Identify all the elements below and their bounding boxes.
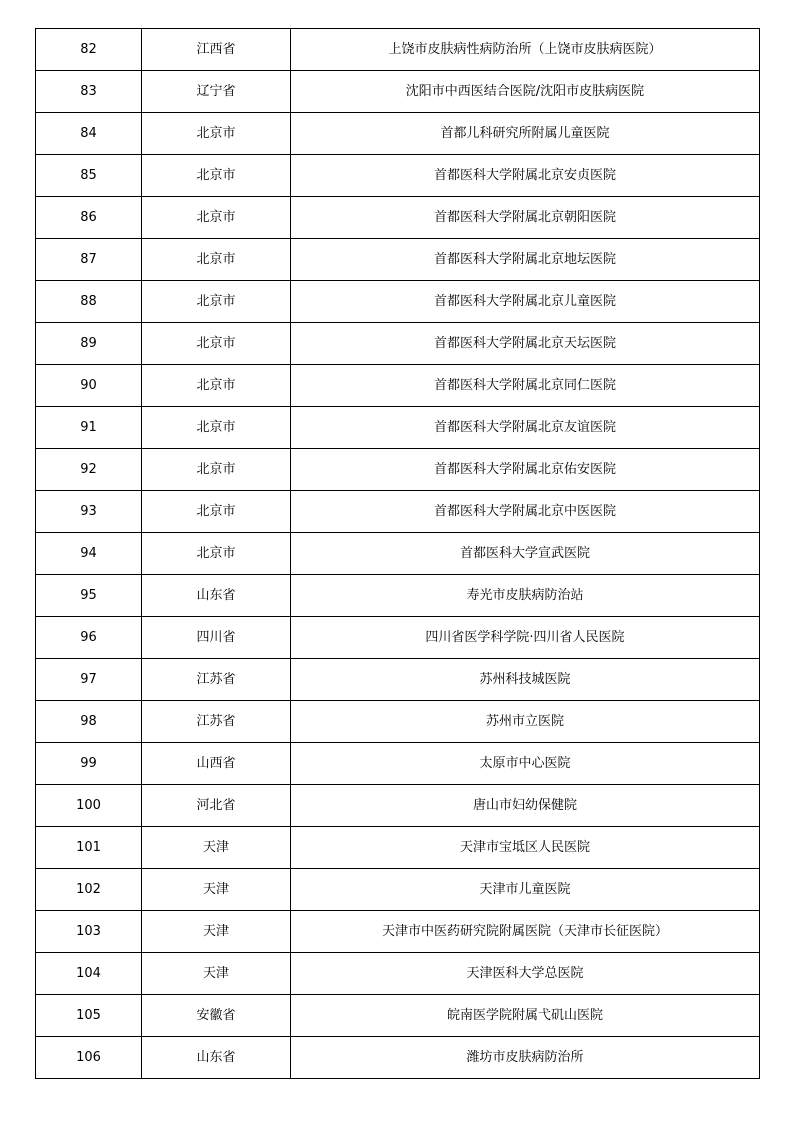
table-row	[36, 995, 760, 1037]
row-number-cell: 84	[36, 113, 142, 155]
hospital-name-cell: 首都医科大学附属北京中医医院	[291, 491, 760, 533]
row-number-cell: 94	[36, 533, 142, 575]
province-cell: 江苏省	[142, 701, 291, 743]
table-row	[36, 743, 760, 785]
hospital-name-cell: 首都医科大学附属北京儿童医院	[291, 281, 760, 323]
province-cell: 天津	[142, 827, 291, 869]
table-row	[36, 197, 760, 239]
row-number-cell: 89	[36, 323, 142, 365]
province-cell: 北京市	[142, 449, 291, 491]
row-number-cell: 88	[36, 281, 142, 323]
row-number-cell: 90	[36, 365, 142, 407]
province-cell: 江西省	[142, 29, 291, 71]
hospital-name-cell: 首都医科大学附属北京地坛医院	[291, 239, 760, 281]
row-number-cell: 100	[36, 785, 142, 827]
row-number-cell: 102	[36, 869, 142, 911]
table-row	[36, 407, 760, 449]
province-cell: 四川省	[142, 617, 291, 659]
row-number-cell: 101	[36, 827, 142, 869]
hospital-name-cell: 寿光市皮肤病防治站	[291, 575, 760, 617]
hospital-name-cell: 首都医科大学宣武医院	[291, 533, 760, 575]
province-cell: 北京市	[142, 491, 291, 533]
row-number-cell: 95	[36, 575, 142, 617]
province-cell: 天津	[142, 869, 291, 911]
province-cell: 北京市	[142, 281, 291, 323]
hospital-name-cell: 四川省医学科学院·四川省人民医院	[291, 617, 760, 659]
hospital-name-cell: 天津市宝坻区人民医院	[291, 827, 760, 869]
table-row	[36, 491, 760, 533]
row-number-cell: 105	[36, 995, 142, 1037]
table-row	[36, 113, 760, 155]
province-cell: 北京市	[142, 533, 291, 575]
row-number-cell: 82	[36, 29, 142, 71]
hospital-name-cell: 首都医科大学附属北京安贞医院	[291, 155, 760, 197]
table-row	[36, 953, 760, 995]
hospital-name-cell: 皖南医学院附属弋矶山医院	[291, 995, 760, 1037]
hospital-name-cell: 首都医科大学附属北京友谊医院	[291, 407, 760, 449]
row-number-cell: 85	[36, 155, 142, 197]
table-row	[36, 71, 760, 113]
table-row	[36, 617, 760, 659]
row-number-cell: 87	[36, 239, 142, 281]
province-cell: 安徽省	[142, 995, 291, 1037]
table-row	[36, 575, 760, 617]
row-number-cell: 96	[36, 617, 142, 659]
table-row	[36, 911, 760, 953]
table-row	[36, 449, 760, 491]
hospital-name-cell: 唐山市妇幼保健院	[291, 785, 760, 827]
province-cell: 北京市	[142, 407, 291, 449]
hospital-name-cell: 苏州科技城医院	[291, 659, 760, 701]
hospital-name-cell: 首都儿科研究所附属儿童医院	[291, 113, 760, 155]
table-row	[36, 533, 760, 575]
hospital-name-cell: 首都医科大学附属北京天坛医院	[291, 323, 760, 365]
hospital-name-cell: 天津医科大学总医院	[291, 953, 760, 995]
province-cell: 山西省	[142, 743, 291, 785]
row-number-cell: 83	[36, 71, 142, 113]
hospital-name-cell: 沈阳市中西医结合医院/沈阳市皮肤病医院	[291, 71, 760, 113]
row-number-cell: 93	[36, 491, 142, 533]
hospital-name-cell: 首都医科大学附属北京同仁医院	[291, 365, 760, 407]
province-cell: 北京市	[142, 155, 291, 197]
province-cell: 北京市	[142, 113, 291, 155]
hospital-name-cell: 太原市中心医院	[291, 743, 760, 785]
province-cell: 北京市	[142, 197, 291, 239]
row-number-cell: 91	[36, 407, 142, 449]
hospital-name-cell: 天津市中医药研究院附属医院（天津市长征医院）	[291, 911, 760, 953]
row-number-cell: 98	[36, 701, 142, 743]
row-number-cell: 104	[36, 953, 142, 995]
province-cell: 北京市	[142, 365, 291, 407]
hospital-name-cell: 天津市儿童医院	[291, 869, 760, 911]
table-row	[36, 701, 760, 743]
row-number-cell: 106	[36, 1037, 142, 1079]
province-cell: 山东省	[142, 1037, 291, 1079]
row-number-cell: 103	[36, 911, 142, 953]
table-row	[36, 323, 760, 365]
province-cell: 北京市	[142, 239, 291, 281]
province-cell: 河北省	[142, 785, 291, 827]
table-row	[36, 1037, 760, 1079]
hospital-name-cell: 上饶市皮肤病性病防治所（上饶市皮肤病医院）	[291, 29, 760, 71]
province-cell: 北京市	[142, 323, 291, 365]
row-number-cell: 86	[36, 197, 142, 239]
table-row	[36, 785, 760, 827]
province-cell: 辽宁省	[142, 71, 291, 113]
table-row	[36, 827, 760, 869]
hospital-name-cell: 潍坊市皮肤病防治所	[291, 1037, 760, 1079]
hospital-list-table	[35, 28, 760, 1079]
table-row	[36, 155, 760, 197]
province-cell: 天津	[142, 953, 291, 995]
table-row	[36, 239, 760, 281]
table-row	[36, 869, 760, 911]
province-cell: 江苏省	[142, 659, 291, 701]
hospital-name-cell: 苏州市立医院	[291, 701, 760, 743]
row-number-cell: 97	[36, 659, 142, 701]
table-row	[36, 365, 760, 407]
province-cell: 天津	[142, 911, 291, 953]
hospital-name-cell: 首都医科大学附属北京朝阳医院	[291, 197, 760, 239]
table-row	[36, 659, 760, 701]
row-number-cell: 99	[36, 743, 142, 785]
table-body	[36, 29, 760, 1079]
hospital-name-cell: 首都医科大学附属北京佑安医院	[291, 449, 760, 491]
table-row	[36, 29, 760, 71]
table-row	[36, 281, 760, 323]
row-number-cell: 92	[36, 449, 142, 491]
province-cell: 山东省	[142, 575, 291, 617]
